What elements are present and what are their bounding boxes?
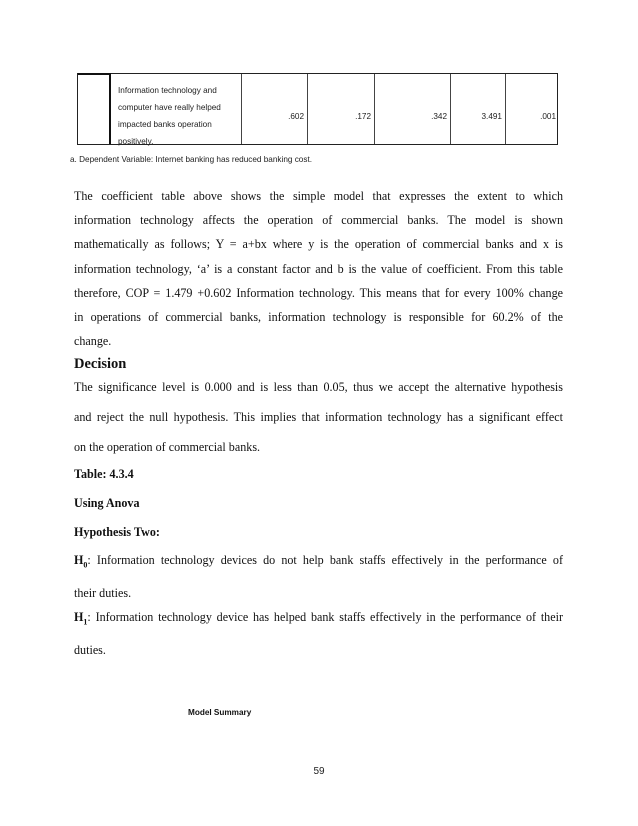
model-summary-title: Model Summary [188, 708, 252, 717]
hypothesis-h1 [74, 603, 563, 665]
text-line: and reject the null hypothesis. This implies that information technology has a significant effect [74, 410, 563, 424]
text-line: information technology affects the operation of commercial banks. The model is shown [74, 213, 563, 228]
text-line [74, 603, 563, 636]
row-label-line: positively. [118, 137, 154, 146]
row-label-line: computer have really helped [118, 103, 221, 112]
text-line: information technology, ‘a’ is a constant factor and b is the value of coefficient. From this table [74, 261, 563, 276]
h0-label: $H_0$ [74, 553, 88, 570]
text-line [74, 546, 563, 579]
hypothesis-h0 [74, 546, 563, 608]
table-cell-std-error: .172 [355, 112, 371, 121]
table-cell-t: 3.491 [481, 112, 502, 121]
using-anova-label: Using Anova [74, 496, 140, 510]
table-stub-column [78, 74, 111, 144]
paragraph-coefficient-explanation [74, 184, 563, 353]
text-line: mathematically as follows; Y = a+bx where y is the operation of commercial banks and x is [74, 237, 563, 252]
table-divider [307, 74, 308, 144]
page-number: 59 [313, 766, 325, 777]
row-label-line: impacted banks operation [118, 120, 212, 129]
table-row-label [118, 82, 243, 150]
table-divider [505, 74, 506, 144]
text-line: change. [74, 334, 112, 349]
coefficient-table [77, 73, 558, 145]
hypothesis-two-label: Hypothesis Two: [74, 525, 160, 539]
paragraph-decision [74, 372, 563, 462]
h1-text: : Information technology device has helped bank staffs effectively in the performance of their [87, 610, 563, 624]
text-line: on the operation of commercial banks. [74, 440, 261, 454]
h0-text: : Information technology devices do not help bank staffs effectively in the performance of [87, 553, 563, 567]
table-reference: Table: 4.3.4 [74, 467, 134, 481]
text-line: therefore, COP = 1.479 +0.602 Information technology. This means that for every 100% change [74, 285, 563, 300]
table-cell-b: .602 [288, 112, 304, 121]
text-line: in operations of commercial banks, information technology is responsible for 60.2% of the [74, 310, 563, 325]
table-divider [450, 74, 451, 144]
table-cell-beta: .342 [431, 112, 447, 121]
table-cell-sig: .001 [540, 112, 556, 121]
text-line: The significance level is 0.000 and is less than 0.05, thus we accept the alternative hypothesis [74, 380, 563, 394]
text-line: The coefficient table above shows the simple model that expresses the extent to which [74, 189, 563, 203]
text-line: duties. [74, 643, 106, 658]
table-divider [374, 74, 375, 144]
table-footnote: a. Dependent Variable: Internet banking has reduced banking cost. [70, 155, 312, 164]
row-label-line: Information technology and [118, 86, 217, 95]
table-divider [241, 74, 242, 144]
text-line: their duties. [74, 586, 132, 601]
h1-label: $H_1$ [74, 610, 88, 627]
decision-heading: Decision [74, 356, 127, 372]
